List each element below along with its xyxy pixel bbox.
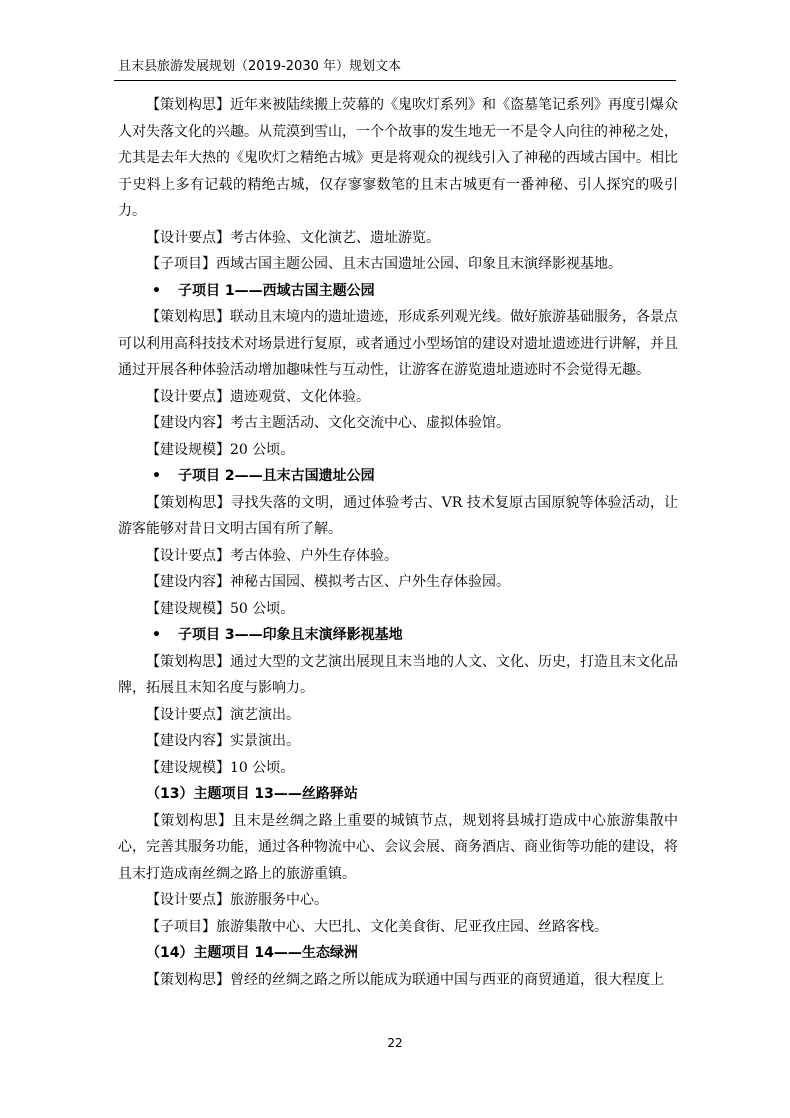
subproject-2-content: 【建设内容】神秘古国园、模拟考古区、户外生存体验园。	[146, 574, 510, 590]
subproject-1-content: 【建设内容】考古主题活动、文化交流中心、虚拟体验馆。	[146, 415, 510, 431]
subproject-2-heading	[118, 463, 678, 490]
topic-14-concept: 【策划构思】曾经的丝绸之路之所以能成为联通中国与西亚的商贸通道，很大程度上	[146, 971, 664, 988]
header-rule	[114, 80, 676, 81]
bullet-icon: •	[152, 627, 161, 643]
subproject-3-concept: 【策划构思】通过大型的文艺演出展现且末当地的人文、文化、历史，打造且末文化品牌，拓展且末知名度与影响力。	[118, 653, 678, 696]
paragraph-design-points: 【设计要点】考古体验、文化演艺、遗址游览。	[146, 229, 440, 246]
subproject-3-scale: 【建设规模】10 公顷。	[146, 759, 295, 776]
topic-13-subprojects: 【子项目】旅游集散中心、大巴扎、文化美食街、尼亚孜庄园、丝路客栈。	[146, 918, 608, 935]
bullet-icon: •	[152, 282, 161, 299]
subproject-1-concept: 【策划构思】联动且末境内的遗址遗迹，形成系列观光线。做好旅游基础服务，各景点可以利用高科技技术对场景进行复原，或者通过小型场馆的建设对遗址遗迹进行讲解，并且通过开展各种体验活动增加趣味性与互动性，让游客在游览遗址遗迹时不会觉得无趣。	[118, 309, 678, 378]
paragraph-subprojects: 【子项目】西域古国主题公园、且末古国遗址公园、印象且末演绎影视基地。	[146, 256, 622, 272]
subproject-3-content: 【建设内容】实景演出。	[146, 733, 300, 749]
subproject-1-title: 子项目 1——西域古国主题公园	[178, 282, 375, 299]
paragraph-concept: 【策划构思】近年来被陆续搬上荧幕的《鬼吹灯系列》和《盗墓笔记系列》再度引爆众人对失落文化的兴趣。从荒漠到雪山，一个个故事的发生地无一不是令人向往的神秘之处，尤其是去年大热的《鬼吹灯之精绝古城》更是将观众的视线引入了神秘的西域古国中。相比于史料上多有记载的精绝古城，仅存寥寥数笔的且末古城更有一番神秘、引人探究的吸引力。	[118, 97, 678, 219]
subproject-2-design: 【设计要点】考古体验、户外生存体验。	[146, 547, 398, 564]
subproject-2-title: 子项目 2——且末古国遗址公园	[178, 468, 375, 484]
topic-13-heading: （13）主题项目 13——丝路驿站	[146, 786, 358, 802]
subproject-2-scale: 【建设规模】50 公顷。	[146, 600, 295, 617]
topic-13-design: 【设计要点】旅游服务中心。	[146, 892, 328, 908]
bullet-icon: •	[152, 468, 161, 484]
subproject-1-scale: 【建设规模】20 公顷。	[146, 441, 295, 458]
topic-14-heading: （14）主题项目 14——生态绿洲	[146, 945, 358, 961]
subproject-3-heading	[118, 622, 678, 649]
subproject-3-title: 子项目 3——印象且末演绎影视基地	[178, 627, 403, 643]
page-number: 22	[387, 1036, 403, 1050]
subproject-1-design: 【设计要点】遗迹观赏、文化体验。	[146, 388, 370, 405]
topic-13-concept: 【策划构思】且末是丝绸之路上重要的城镇节点，规划将县城打造成中心旅游集散中心，完善其服务功能，通过各种物流中心、会议会展、商务酒店、商业街等功能的建设，将且末打造成南丝绸之路上的旅游重镇。	[118, 812, 678, 882]
subproject-3-design: 【设计要点】演艺演出。	[146, 706, 300, 723]
subproject-1-heading	[118, 278, 678, 305]
document-body	[118, 92, 678, 993]
subproject-2-concept: 【策划构思】寻找失落的文明，通过体验考古、VR 技术复原古国原貌等体验活动，让游客能够对昔日文明古国有所了解。	[118, 494, 678, 537]
running-header: 且末县旅游发展规划（2019-2030 年）规划文本	[118, 59, 401, 74]
